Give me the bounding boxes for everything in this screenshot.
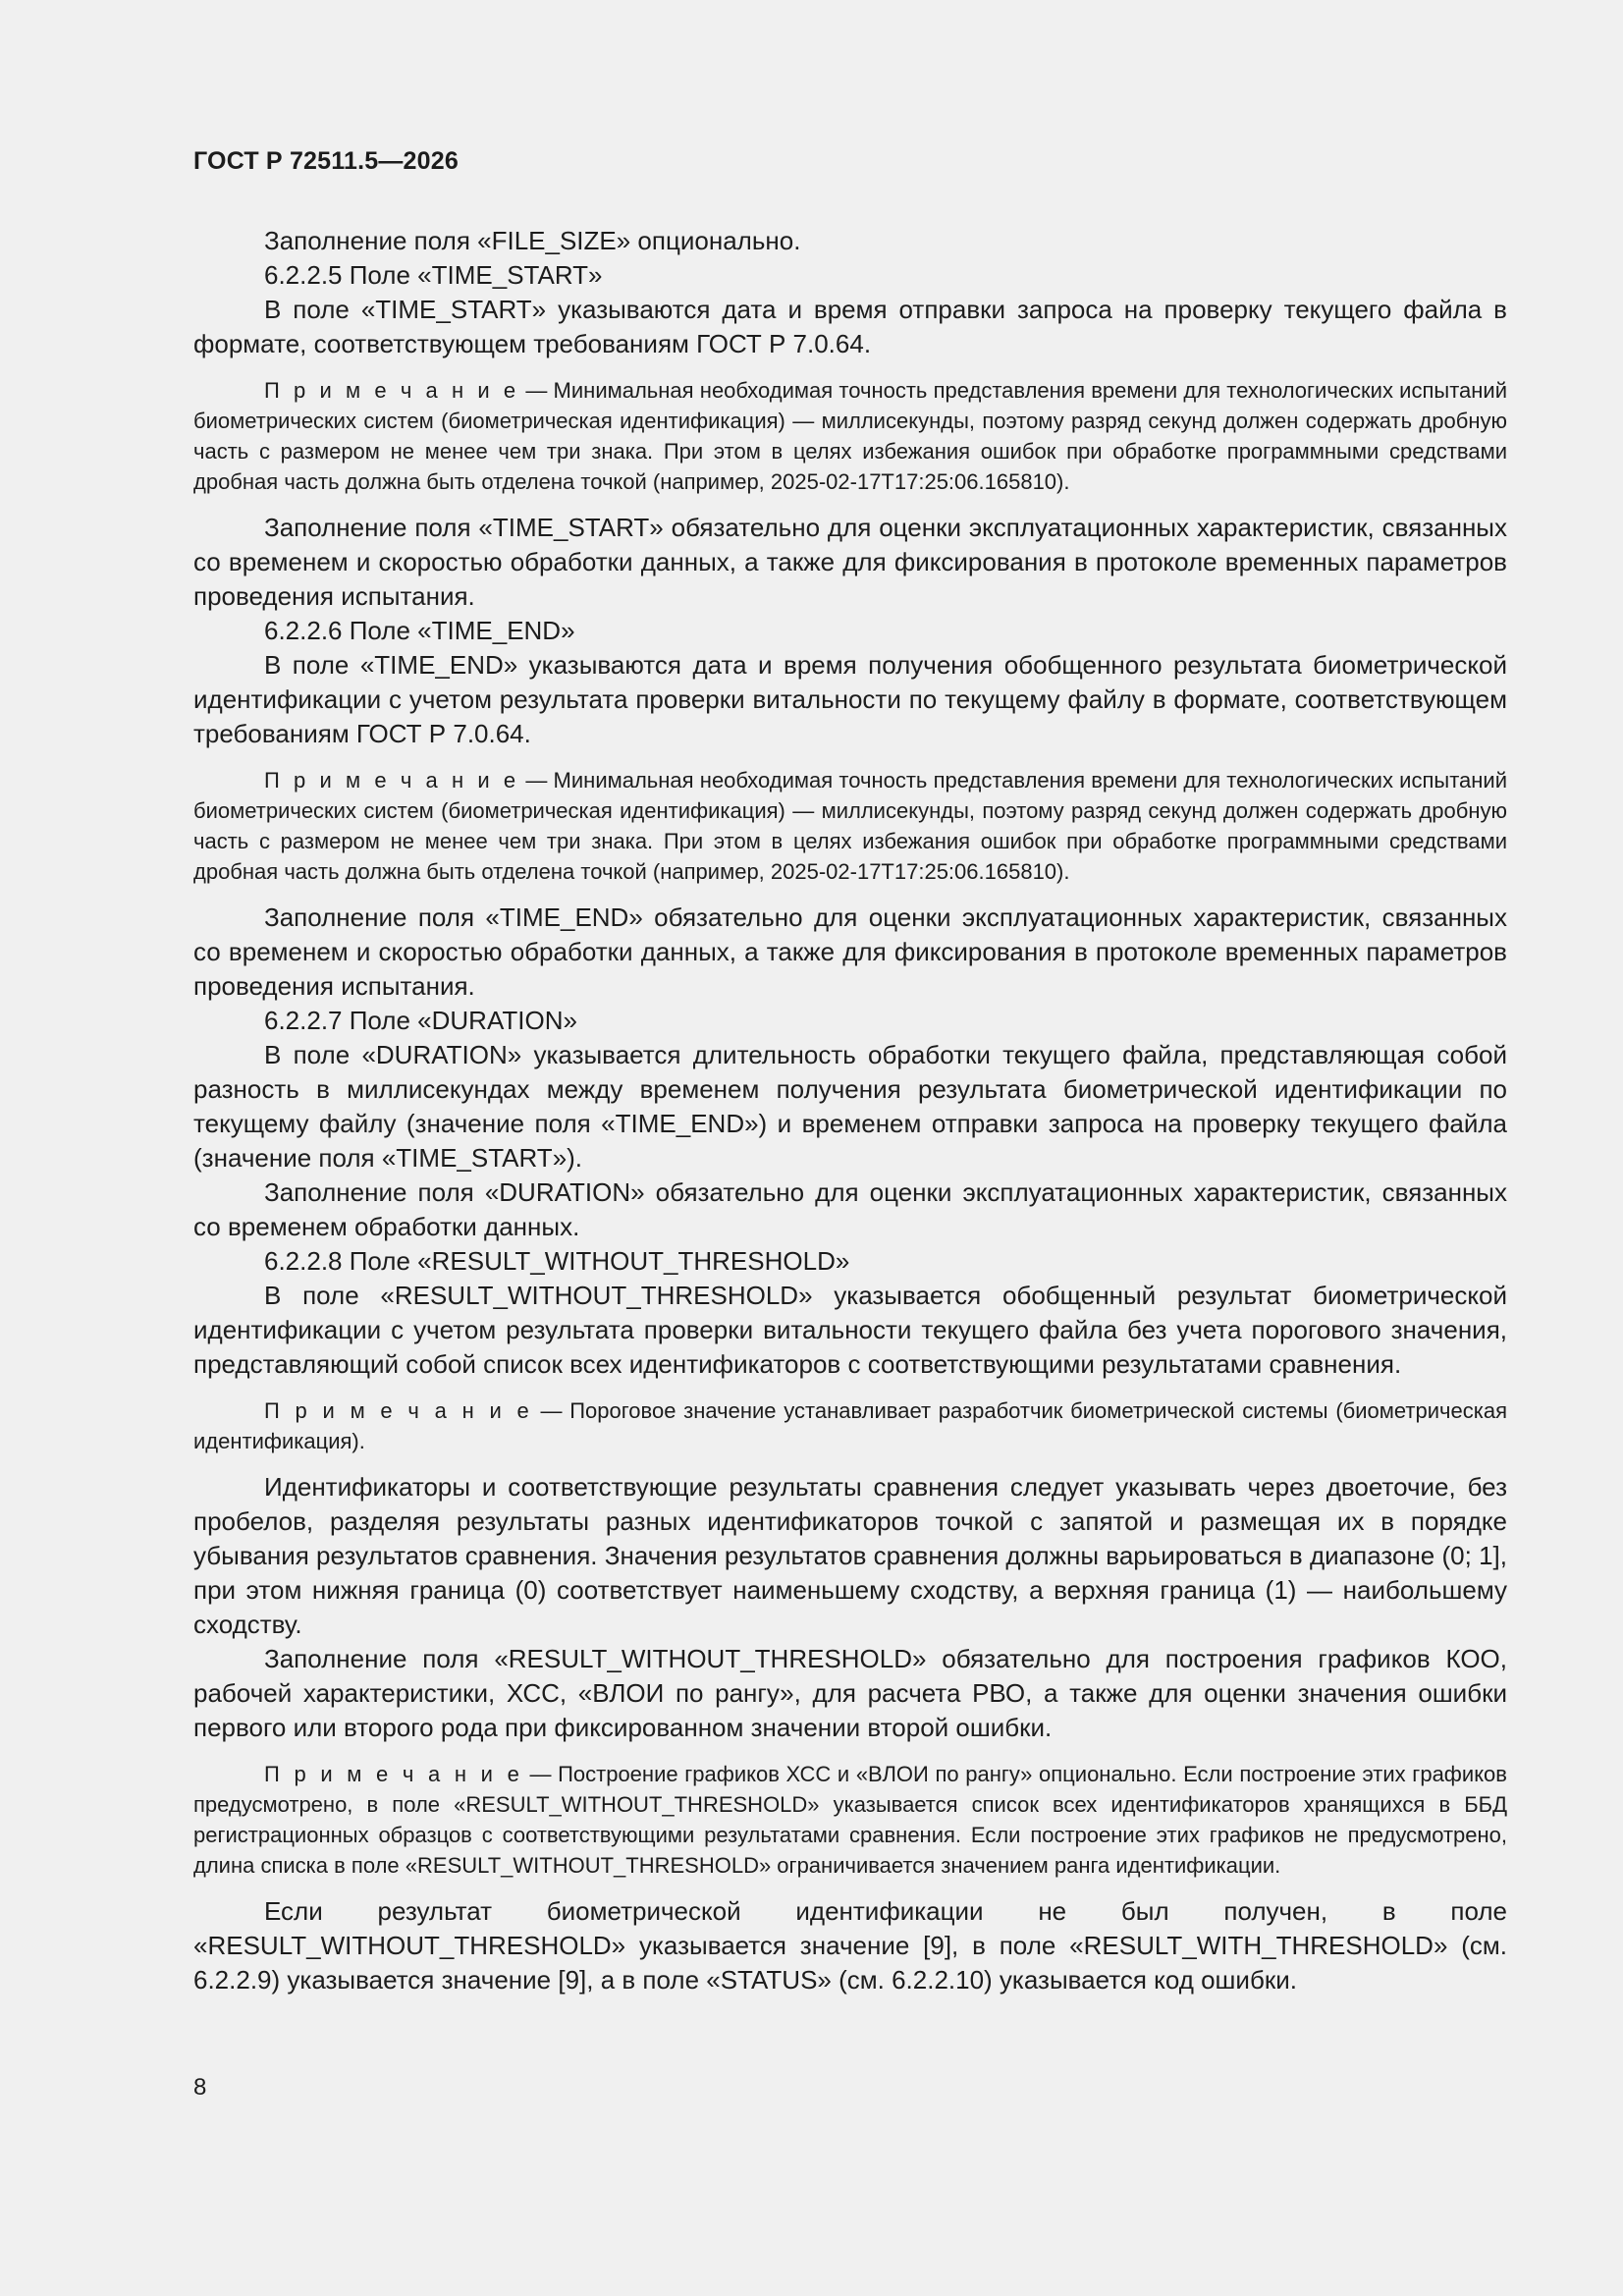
paragraph-time-end: В поле «TIME_END» указываются дата и время получения обобщенного результата биометрической идентификации с учетом результата проверки витальности по текущему файлу в формате, соответствующем требованиям ГОСТ Р 7.0.64. [193,650,1507,748]
section-heading-duration: 6.2.2.7 Поле «DURATION» [264,1006,577,1035]
note-label: П р и м е ч а н и е [264,1762,523,1786]
note-text: — Минимальная необходимая точность представления времени для технологических испытаний биометрических систем (биометрическая идентификация) — миллисекунды, поэтому разряд секунд должен содержать дробную часть с размером не менее чем три знака. При этом в целях избежания ошибок при обработке программными средствами дробная часть должна быть отделена точкой (например, 2025-02-17T17:25:06.165810). [193,768,1507,884]
note-text: — Пороговое значение устанавливает разработчик биометрической системы (биометрическая идентификация). [193,1398,1507,1453]
paragraph-duration: В поле «DURATION» указывается длительность обработки текущего файла, представляющая собой разность в миллисекундах между временем получения результата биометрической идентификации по текущему файлу (значение поля «TIME_END») и временем отправки запроса на проверку текущего файла (значение поля «TIME_START»). [193,1040,1507,1173]
paragraph-identifiers-format: Идентификаторы и соответствующие результаты сравнения следует указывать через двоеточие, без пробелов, разделяя результаты разных идентификаторов точкой с запятой и размещая их в порядке убывания результатов сравнения. Значения результатов сравнения должны варьироваться в диапазоне (0; 1], при этом нижняя граница (0) соответствует наименьшему сходству, а верхняя граница (1) — наибольшему сходству. [193,1472,1507,1639]
paragraph-no-result: Если результат биометрической идентификации не был получен, в поле «RESULT_WITHOUT_THRESHOLD» указывается значение [9], в поле «RESULT_WITH_THRESHOLD» (см. 6.2.2.9) указывается значение [9], а в поле «STATUS» (см. 6.2.2.10) указывается код ошибки. [193,1896,1507,1995]
note-text: — Построение графиков ХСС и «ВЛОИ по рангу» опционально. Если построение этих графиков предусмотрено, в поле «RESULT_WITHOUT_THRESHOLD» указывается список всех идентификаторов хранящихся в ББД регистрационных образцов с соответствующими результатами сравнения. Если построение этих графиков не предусмотрено, длина списка в поле «RESULT_WITHOUT_THRESHOLD» ограничивается значением ранга идентификации. [193,1762,1507,1878]
note-label: П р и м е ч а н и е [264,378,520,403]
paragraph-result-without-threshold: В поле «RESULT_WITHOUT_THRESHOLD» указывается обобщенный результат биометрической идентификации с учетом результата проверки витальности текущего файла без учета порогового значения, представляющий собой список всех идентификаторов с соответствующими результатами сравнения. [193,1281,1507,1379]
paragraph-time-end-usage: Заполнение поля «TIME_END» обязательно для оценки эксплуатационных характеристик, связанных со временем и скоростью обработки данных, а также для фиксирования в протоколе временных параметров проведения испытания. [193,902,1507,1001]
paragraph-time-start: В поле «TIME_START» указываются дата и время отправки запроса на проверку текущего файла в формате, соответствующем требованиям ГОСТ Р 7.0.64. [193,295,1507,358]
page-number: 8 [193,2074,207,2101]
paragraph-result-without-threshold-usage: Заполнение поля «RESULT_WITHOUT_THRESHOLD» обязательно для построения графиков КОО, рабочей характеристики, ХСС, «ВЛОИ по рангу», для расчета РВО, а также для оценки значения ошибки первого или второго рода при фиксированном значении второй ошибки. [193,1644,1507,1742]
note-time-start [193,375,1507,497]
document-header: ГОСТ Р 72511.5—2026 [193,147,459,175]
paragraph-file-size: Заполнение поля «FILE_SIZE» опционально. [264,226,801,255]
note-label: П р и м е ч а н и е [264,1398,533,1423]
paragraph-time-start-usage: Заполнение поля «TIME_START» обязательно для оценки эксплуатационных характеристик, связанных со временем и скоростью обработки данных, а также для фиксирования в протоколе временных параметров проведения испытания. [193,513,1507,611]
paragraph-duration-usage: Заполнение поля «DURATION» обязательно для оценки эксплуатационных характеристик, связанных со временем обработки данных. [193,1177,1507,1241]
note-text: — Минимальная необходимая точность представления времени для технологических испытаний биометрических систем (биометрическая идентификация) — миллисекунды, поэтому разряд секунд должен содержать дробную часть с размером не менее чем три знака. При этом в целях избежания ошибок при обработке программными средствами дробная часть должна быть отделена точкой (например, 2025-02-17T17:25:06.165810). [193,378,1507,494]
note-time-end [193,765,1507,887]
note-threshold [193,1395,1507,1456]
note-label: П р и м е ч а н и е [264,768,520,793]
document-body [193,224,1507,1997]
section-heading-time-start: 6.2.2.5 Поле «TIME_START» [264,260,603,290]
section-heading-time-end: 6.2.2.6 Поле «TIME_END» [264,616,575,645]
note-charts [193,1759,1507,1881]
section-heading-result-without-threshold: 6.2.2.8 Поле «RESULT_WITHOUT_THRESHOLD» [264,1246,850,1276]
